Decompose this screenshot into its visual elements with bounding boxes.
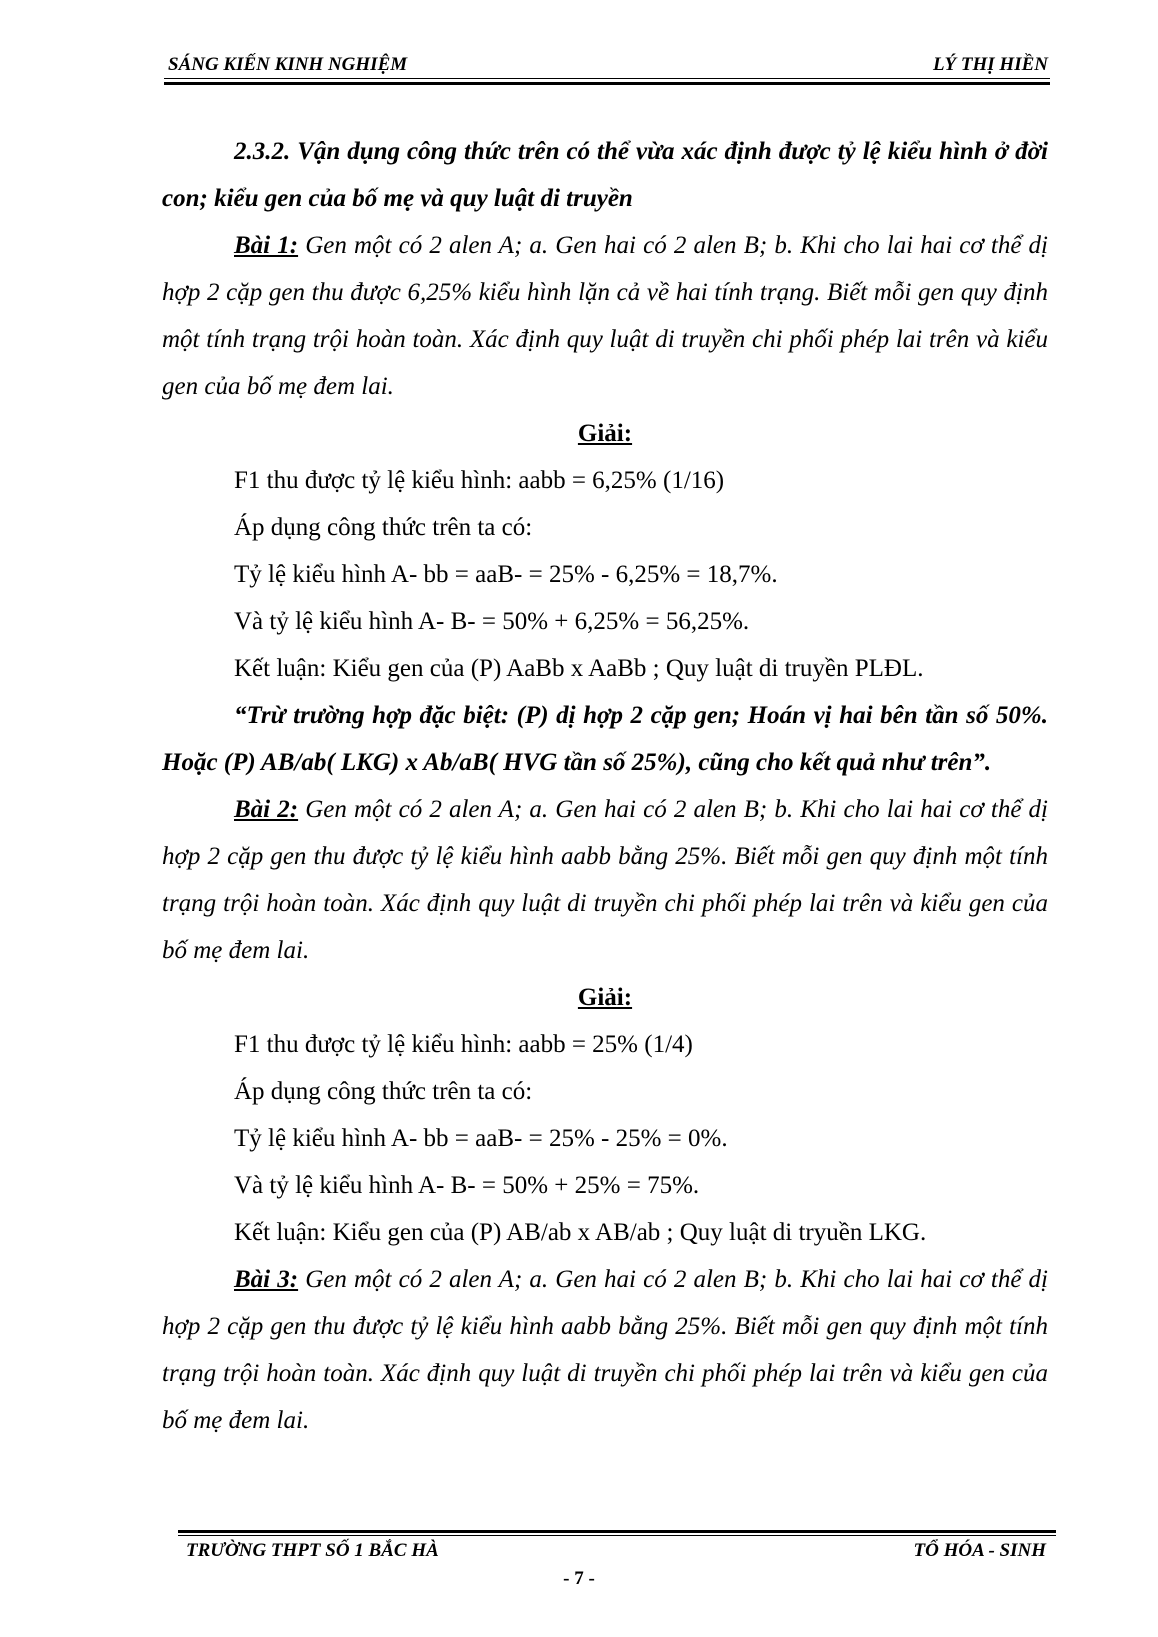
footer-left: TRƯỜNG THPT SỐ 1 BẮC HÀ [186,1540,439,1561]
footer-rule-thick [178,1530,1056,1533]
problem-3 [162,1256,1048,1444]
solution-2-line: Và tỷ lệ kiểu hình A- B- = 50% + 25% = 75%. [234,1172,700,1199]
solution-2-line: Áp dụng công thức trên ta có: [234,1078,533,1105]
solution-2-line: Kết luận: Kiểu gen của (P) AB/ab x AB/ab ; Quy luật di tryuền LKG. [234,1219,927,1246]
footer-right: TỔ HÓA - SINH [913,1540,1046,1561]
problem-2 [162,786,1048,974]
problem-1 [162,222,1048,410]
problem-3-label: Bài 3: [234,1266,299,1293]
solution-1-line: Và tỷ lệ kiểu hình A- B- = 50% + 6,25% = 56,25%. [234,608,750,635]
header-rule [164,78,1050,79]
solution-2-line: Tỷ lệ kiểu hình A- bb = aaB- = 25% - 25% = 0%. [234,1125,728,1152]
page-content [162,128,1048,1444]
solution-1-line: F1 thu được tỷ lệ kiểu hình: aabb = 6,25% (1/16) [234,467,725,494]
problem-2-text: Gen một có 2 alen A; a. Gen hai có 2 alen B; b. Khi cho lai hai cơ thể dị hợp 2 cặp gen thu được tỷ lệ kiểu hình aabb bằng 25%. Biết mỗi gen quy định một tính trạng trội hoàn toàn. Xác định quy luật di truyền chi phối phép lai trên và kiểu gen của bố mẹ đem lai. [162,796,1048,964]
solution-2-line: F1 thu được tỷ lệ kiểu hình: aabb = 25% (1/4) [234,1031,693,1058]
solution-1-line: Tỷ lệ kiểu hình A- bb = aaB- = 25% - 6,25% = 18,7%. [234,561,778,588]
header-rule-thick [164,82,1050,85]
problem-3-text: Gen một có 2 alen A; a. Gen hai có 2 alen B; b. Khi cho lai hai cơ thể dị hợp 2 cặp gen thu được tỷ lệ kiểu hình aabb bằng 25%. Biết mỗi gen quy định một tính trạng trội hoàn toàn. Xác định quy luật di truyền chi phối phép lai trên và kiểu gen của bố mẹ đem lai. [162,1266,1048,1434]
solution-1-heading: Giải: [577,420,633,447]
problem-2-label: Bài 2: [234,796,299,823]
header-right: LÝ THỊ HIỀN [932,54,1048,75]
problem-1-text: Gen một có 2 alen A; a. Gen hai có 2 alen B; b. Khi cho lai hai cơ thể dị hợp 2 cặp gen thu được 6,25% kiểu hình lặn cả về hai tính trạng. Biết mỗi gen quy định một tính trạng trội hoàn toàn. Xác định quy luật di truyền chi phối phép lai trên và kiểu gen của bố mẹ đem lai. [162,232,1048,400]
special-case-note: “Trừ trường hợp đặc biệt: (P) dị hợp 2 cặp gen; Hoán vị hai bên tần số 50%. Hoặc (P) AB/ab( LKG) x Ab/aB( HVG tần số 25%), cũng cho kết quả như trên”. [162,702,1048,776]
problem-1-label: Bài 1: [234,232,299,259]
header-left: SÁNG KIẾN KINH NGHIỆM [168,54,408,75]
solution-1-line: Kết luận: Kiểu gen của (P) AaBb x AaBb ; Quy luật di truyền PLĐL. [234,655,924,682]
section-title: 2.3.2. Vận dụng công thức trên có thể vừa xác định được tỷ lệ kiểu hình ở đời con; kiểu gen của bố mẹ và quy luật di truyền [162,138,1048,212]
page-number: - 7 - [563,1568,595,1589]
solution-1-line: Áp dụng công thức trên ta có: [234,514,533,541]
footer-rule [178,1535,1056,1536]
solution-2-heading: Giải: [577,984,633,1011]
